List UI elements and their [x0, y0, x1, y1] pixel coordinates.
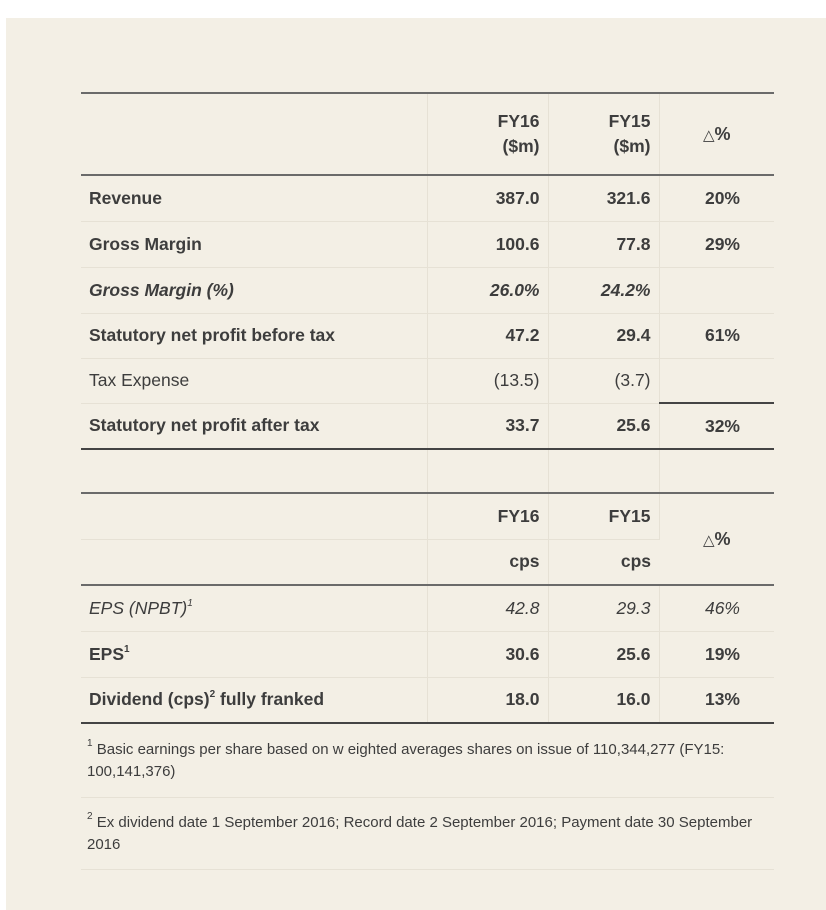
value-fy15: 77.8 [548, 221, 659, 267]
row-label-eps [81, 631, 427, 677]
value-fy16: 42.8 [427, 585, 548, 631]
table-row [81, 175, 774, 221]
value-fy15: 25.6 [548, 631, 659, 677]
spacer-cell [659, 449, 774, 493]
footnote-mark: 2 [209, 689, 216, 701]
spacer-cell [427, 449, 548, 493]
table-row [81, 631, 774, 677]
value-change: 32% [659, 403, 774, 449]
table-row [81, 221, 774, 267]
header-change [659, 93, 774, 175]
row-label-revenue: Revenue [81, 175, 427, 221]
table1-header-row [81, 93, 774, 175]
value-fy16: 33.7 [427, 403, 548, 449]
row-label-npbt: Statutory net profit before tax [81, 313, 427, 358]
value-fy15: 29.4 [548, 313, 659, 358]
value-fy16: (13.5) [427, 358, 548, 403]
spacer-cell [81, 449, 427, 493]
delta-icon: △ [702, 126, 715, 144]
value-change: 61% [659, 313, 774, 358]
footnote-row [81, 723, 774, 798]
value-change [659, 267, 774, 313]
value-fy16: 26.0% [427, 267, 548, 313]
value-fy15: 16.0 [548, 677, 659, 723]
value-change: 46% [659, 585, 774, 631]
financial-summary-table [81, 92, 774, 870]
value-fy16: 30.6 [427, 631, 548, 677]
value-fy16: 18.0 [427, 677, 548, 723]
header-blank-cell [81, 493, 427, 539]
row-label-suffix: fully franked [215, 689, 325, 710]
row-label-eps-npbt [81, 585, 427, 631]
value-fy15: 25.6 [548, 403, 659, 449]
value-fy15: 29.3 [548, 585, 659, 631]
header-fy16-unit: cps [427, 539, 548, 585]
value-change: 19% [659, 631, 774, 677]
value-change [659, 358, 774, 403]
footnote-mark: 1 [124, 643, 130, 655]
footnote-2 [81, 798, 774, 870]
footnote-mark: 1 [187, 597, 193, 609]
row-label-gross-margin: Gross Margin [81, 221, 427, 267]
table-row [81, 267, 774, 313]
table2-header-row [81, 493, 774, 539]
spacer-cell [548, 449, 659, 493]
delta-icon: △ [702, 531, 715, 549]
value-change: 29% [659, 221, 774, 267]
header-fy15-label: FY15 [608, 111, 651, 131]
footnote-mark: 1 [87, 737, 93, 749]
row-label-npat: Statutory net profit after tax [81, 403, 427, 449]
value-fy15: (3.7) [548, 358, 659, 403]
header-change [659, 493, 774, 585]
value-fy16: 387.0 [427, 175, 548, 221]
header-fy16 [427, 93, 548, 175]
footnote-text: Basic earnings per share based on w eighted averages shares on issue of 110,344,277 (FY15: 100,141,376) [87, 740, 725, 780]
header-change-pct: % [714, 528, 731, 549]
header-fy16-unit: ($m) [502, 136, 540, 156]
value-fy16: 100.6 [427, 221, 548, 267]
row-label-gross-margin-pct: Gross Margin (%) [81, 267, 427, 313]
value-change: 20% [659, 175, 774, 221]
header-fy15-unit: ($m) [613, 136, 651, 156]
value-fy15: 321.6 [548, 175, 659, 221]
header-fy15-unit: cps [548, 539, 659, 585]
table-row [81, 677, 774, 723]
row-label-text: Dividend (cps) [89, 689, 210, 710]
row-label-text: EPS (NPBT) [89, 597, 188, 618]
footnote-1 [81, 723, 774, 798]
table-row-total [81, 403, 774, 449]
table-row [81, 585, 774, 631]
header-fy16-label: FY16 [497, 111, 540, 131]
footnote-mark: 2 [87, 810, 93, 822]
table-row [81, 358, 774, 403]
header-fy15 [548, 93, 659, 175]
header-blank-cell [81, 93, 427, 175]
row-label-dividend [81, 677, 427, 723]
value-fy16: 47.2 [427, 313, 548, 358]
header-blank-cell [81, 539, 427, 585]
header-fy16: FY16 [427, 493, 548, 539]
header-change-pct: % [714, 123, 731, 144]
table-row [81, 313, 774, 358]
value-change: 13% [659, 677, 774, 723]
row-label-text: EPS [89, 643, 125, 664]
spacer-row [81, 449, 774, 493]
footnote-text: Ex dividend date 1 September 2016; Record date 2 September 2016; Payment date 30 September 2016 [87, 813, 753, 853]
header-fy15: FY15 [548, 493, 659, 539]
footnote-row [81, 798, 774, 870]
value-fy15: 24.2% [548, 267, 659, 313]
row-label-tax-expense: Tax Expense [81, 358, 427, 403]
